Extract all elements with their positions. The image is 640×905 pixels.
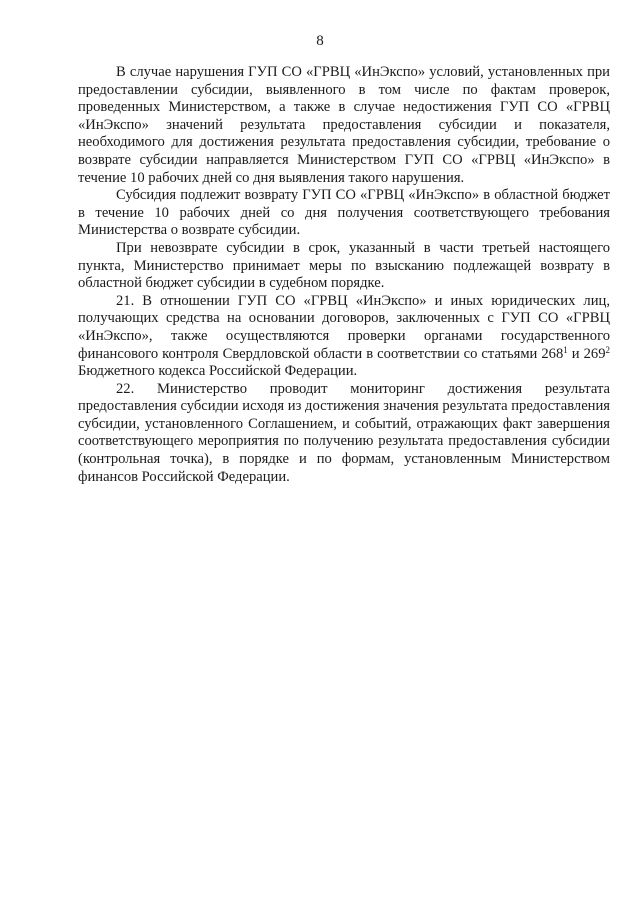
document-body bbox=[78, 64, 610, 486]
paragraph-subsidy-return: Субсидия подлежит возврату ГУП СО «ГРВЦ «ИнЭкспо» в областной бюджет в течение 10 рабочих дней со дня получения соответствующего требования Министерства о возврате субсидии. bbox=[78, 187, 610, 239]
item-21-superscript-1: 1 bbox=[563, 344, 568, 355]
item-21-superscript-2: 2 bbox=[605, 344, 610, 355]
item-21-text-after: Бюджетного кодекса Российской Федерации. bbox=[78, 363, 358, 380]
paragraph-breach-conditions: В случае нарушения ГУП СО «ГРВЦ «ИнЭкспо» условий, установленных при предоставлении субсидии, выявленного в том числе по фактам проверок, проведенных Министерством, а также в случае недостижения ГУП СО «ГРВЦ «ИнЭкспо» значений результата предоставления субсидии и показателя, необходимого для достижения результата предоставления субсидии, требование о возврате субсидии направляется Министерством ГУП СО «ГРВЦ «ИнЭкспо» в течение 10 рабочих дней со дня выявления такого нарушения. bbox=[78, 64, 610, 186]
paragraph-item-21 bbox=[78, 293, 610, 381]
paragraph-item-22: 22. Министерство проводит мониторинг достижения результата предоставления субсидии исходя из достижения значения результата предоставления субсидии, установленного Соглашением, и событий, отражающих факт завершения соответствующего мероприятия по получению результата предоставления субсидии (контрольная точка), в порядке и по формам, установленным Министерством финансов Российской Федерации. bbox=[78, 380, 610, 485]
item-21-text-before: 21. В отношении ГУП СО «ГРВЦ «ИнЭкспо» и иных юридических лиц, получающих средства на основании договоров, заключенных с ГУП СО «ГРВЦ «ИнЭкспо», также осуществляются проверки органами государственного финансового контроля Свердловской области в соответствии со статьями 268 bbox=[78, 292, 610, 362]
paragraph-non-return: При невозврате субсидии в срок, указанный в части третьей настоящего пункта, Министерство принимает меры по взысканию подлежащей возврату в областной бюджет субсидии в судебном порядке. bbox=[78, 239, 610, 292]
page-number: 8 bbox=[316, 33, 324, 49]
item-21-text-middle: и 269 bbox=[567, 345, 606, 362]
